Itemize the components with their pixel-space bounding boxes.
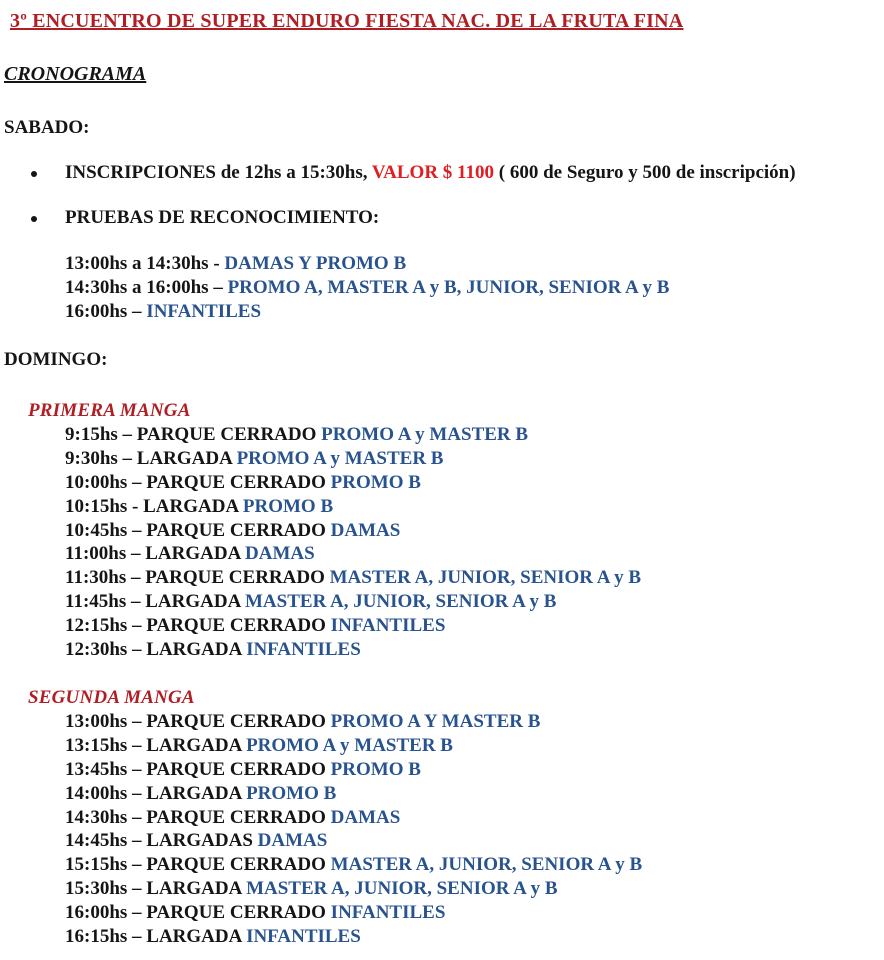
schedule-time: 16:15hs – LARGADA <box>65 925 247 947</box>
schedule-categories: INFANTILES <box>330 614 446 636</box>
schedule-categories: DAMAS <box>257 830 328 852</box>
schedule-row <box>0 806 884 830</box>
recon-schedule <box>0 252 884 323</box>
document-title: 3º ENCUENTRO DE SUPER ENDURO FIESTA NAC. DE LA FRUTA FINA <box>10 10 684 32</box>
schedule-categories: PROMO A y MASTER B <box>236 448 444 470</box>
schedule-categories: MASTER A, JUNIOR, SENIOR A y B <box>330 854 643 876</box>
schedule-row <box>0 734 884 758</box>
schedule-categories: INFANTILES <box>330 901 446 923</box>
bullet-icon <box>31 216 37 222</box>
schedule-time: 11:00hs – LARGADA <box>65 543 245 565</box>
schedule-categories: DAMAS <box>245 543 315 565</box>
bullet-icon <box>31 171 37 177</box>
schedule-categories: MASTER A, JUNIOR, SENIOR A y B <box>329 567 642 589</box>
schedule-categories: PROMO B <box>330 471 421 493</box>
schedule-categories: INFANTILES <box>246 925 361 947</box>
schedule-categories: DAMAS Y PROMO B <box>224 253 407 274</box>
schedule-row <box>0 300 884 324</box>
schedule-time: 13:45hs – PARQUE CERRADO <box>65 758 331 780</box>
schedule-categories: MASTER A, JUNIOR, SENIOR A y B <box>245 590 557 612</box>
schedule-categories: INFANTILES <box>246 638 361 660</box>
schedule-time: 14:30hs – PARQUE CERRADO <box>65 806 331 828</box>
first-heat-title: PRIMERA MANGA <box>28 400 191 422</box>
schedule-row <box>0 423 884 447</box>
schedule-row <box>0 471 884 495</box>
schedule-row <box>0 853 884 877</box>
saturday-heading: SABADO: <box>4 117 90 138</box>
schedule-row <box>0 614 884 638</box>
recon-heading: PRUEBAS DE RECONOCIMIENTO: <box>65 207 380 228</box>
schedule-row <box>0 829 884 853</box>
inscriptions-text-post: ( 600 de Seguro y 500 de inscripción) <box>498 162 796 183</box>
schedule-categories: PROMO A y MASTER B <box>321 424 529 446</box>
schedule-row <box>0 925 884 949</box>
schedule-categories: PROMO A y MASTER B <box>246 735 453 757</box>
schedule-time: 10:45hs – PARQUE CERRADO <box>65 519 331 541</box>
schedule-row <box>0 758 884 782</box>
schedule-time: 12:15hs – PARQUE CERRADO <box>65 614 331 636</box>
schedule-time: 12:30hs – LARGADA <box>65 638 247 660</box>
schedule-row <box>0 542 884 566</box>
schedule-categories: PROMO B <box>242 495 334 517</box>
schedule-time: 9:15hs – PARQUE CERRADO <box>65 424 322 446</box>
schedule-row <box>0 447 884 471</box>
schedule-time: 10:00hs – PARQUE CERRADO <box>65 471 331 493</box>
schedule-time: 9:30hs – LARGADA <box>65 448 237 470</box>
inscriptions-value: VALOR $ 1100 <box>371 162 499 183</box>
schedule-time: 11:30hs – PARQUE CERRADO <box>65 567 330 589</box>
schedule-categories: MASTER A, JUNIOR, SENIOR A y B <box>246 877 558 899</box>
schedule-time: 15:15hs – PARQUE CERRADO <box>65 854 331 876</box>
schedule-time: 16:00hs – <box>65 300 147 322</box>
schedule-time: 13:00hs – PARQUE CERRADO <box>65 711 331 733</box>
inscriptions-item <box>0 161 884 185</box>
sunday-section <box>0 348 884 948</box>
second-heat-title: SEGUNDA MANGA <box>28 687 195 709</box>
schedule-time: 11:45hs – LARGADA <box>65 590 245 612</box>
schedule-time: 14:45hs – LARGADAS <box>65 830 258 852</box>
second-heat-schedule <box>0 710 884 948</box>
schedule-row <box>0 901 884 925</box>
schedule-time: 14:30hs a 16:00hs – <box>65 276 228 298</box>
schedule-time: 15:30hs – LARGADA <box>65 877 247 899</box>
schedule-row <box>0 495 884 519</box>
first-heat-schedule <box>0 423 884 661</box>
schedule-time: 13:00hs a 14:30hs - <box>65 253 225 274</box>
schedule-row <box>0 276 884 300</box>
schedule-categories: INFANTILES <box>146 300 262 322</box>
schedule-time: 13:15hs – LARGADA <box>65 735 247 757</box>
document-subtitle: CRONOGRAMA <box>4 63 147 85</box>
schedule-row <box>0 252 884 276</box>
schedule-row <box>0 590 884 614</box>
inscriptions-text-pre: INSCRIPCIONES de 12hs a 15:30hs, <box>65 162 372 183</box>
schedule-categories: DAMAS <box>330 806 401 828</box>
schedule-row <box>0 566 884 590</box>
recon-heading-item <box>0 206 884 230</box>
schedule-categories: PROMO B <box>330 758 421 780</box>
saturday-section <box>0 116 884 323</box>
schedule-row <box>0 710 884 734</box>
schedule-categories: DAMAS <box>330 519 401 541</box>
schedule-row <box>0 519 884 543</box>
schedule-time: 14:00hs – LARGADA <box>65 782 247 804</box>
sunday-heading: DOMINGO: <box>4 349 108 371</box>
schedule-categories: PROMO A Y MASTER B <box>330 711 541 733</box>
schedule-time: 10:15hs - LARGADA <box>65 495 243 517</box>
schedule-row <box>0 877 884 901</box>
schedule-categories: PROMO A, MASTER A y B, JUNIOR, SENIOR A y B <box>227 276 670 298</box>
schedule-row <box>0 638 884 662</box>
schedule-categories: PROMO B <box>246 782 337 804</box>
schedule-time: 16:00hs – PARQUE CERRADO <box>65 901 331 923</box>
schedule-row <box>0 782 884 806</box>
